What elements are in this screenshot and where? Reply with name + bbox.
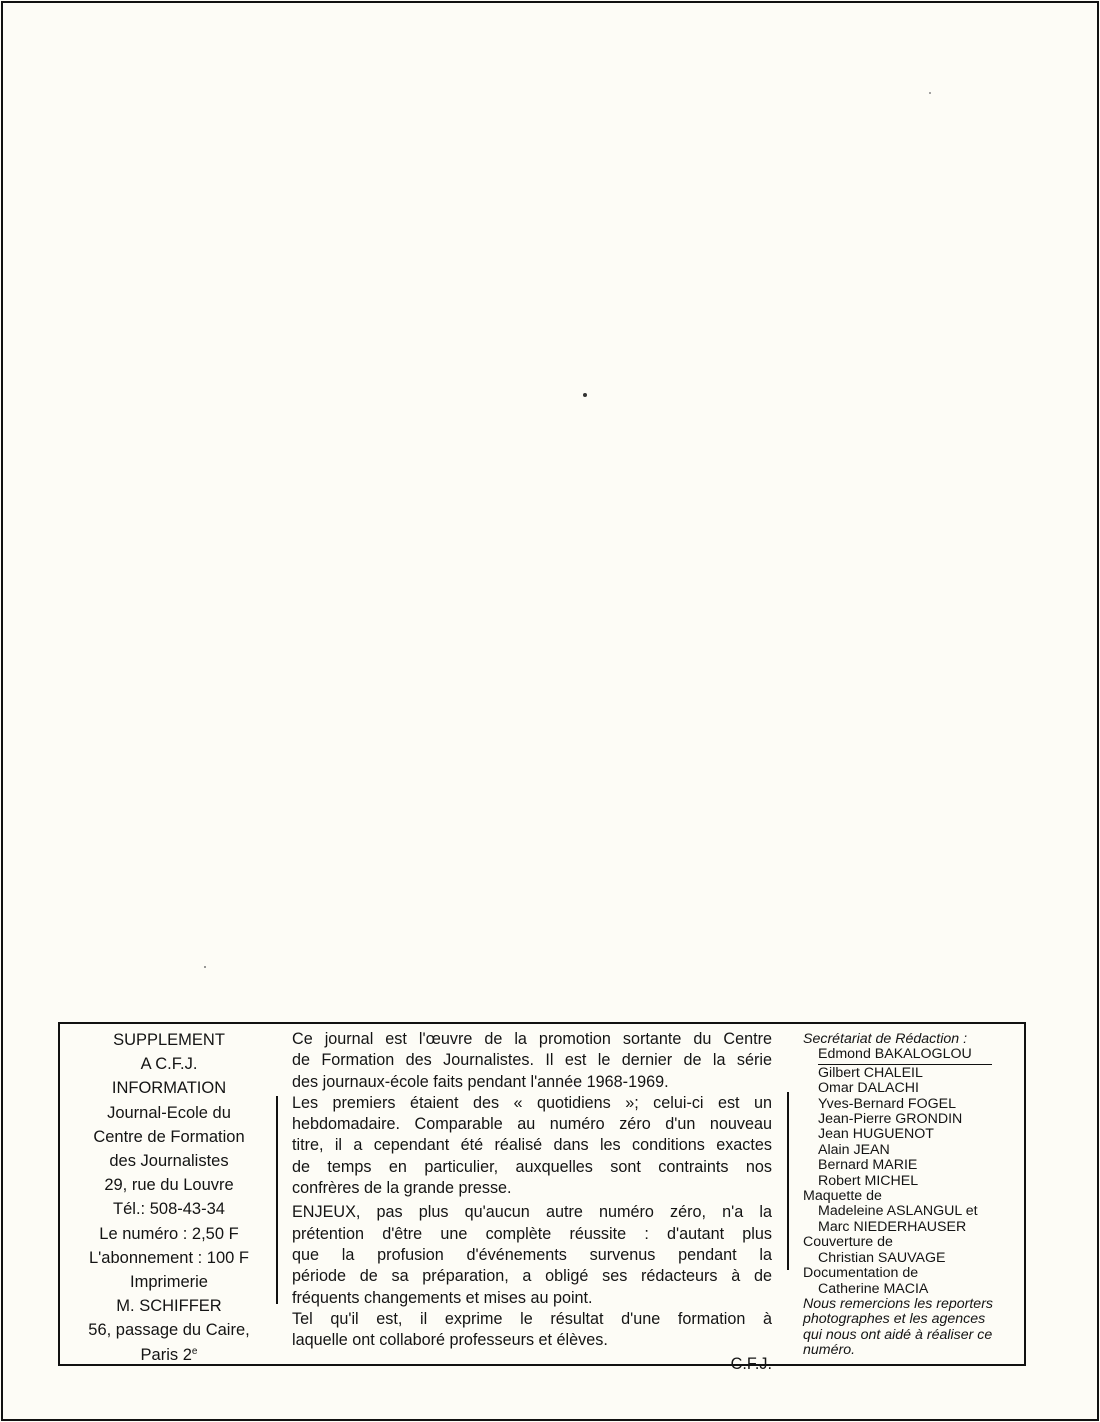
editorial-paragraph-4 bbox=[292, 1309, 772, 1352]
speck bbox=[583, 393, 587, 397]
speck bbox=[204, 966, 206, 968]
editorial-line: que la profusion d'événements survenus pendant la bbox=[292, 1245, 772, 1264]
column-divider-left bbox=[276, 1096, 278, 1304]
editorial-paragraph-2 bbox=[292, 1093, 772, 1199]
staff-name: Yves-Bernard FOGEL bbox=[818, 1095, 956, 1112]
editorial-paragraph-1 bbox=[292, 1029, 772, 1093]
subscription-line: L'abonnement : 100 F bbox=[88, 1248, 249, 1267]
centre-formation-line: Centre de Formation bbox=[93, 1127, 245, 1146]
editorial-line: de Formation des Journalistes. Il est le dernier de la série bbox=[292, 1051, 772, 1070]
thanks-line: qui nous ont aidé à réaliser ce bbox=[803, 1326, 993, 1343]
editorial-line: titre, il a cependant été réalisé dans les conditions exactes bbox=[292, 1136, 772, 1155]
secretariat-name-wrap bbox=[803, 1047, 1025, 1065]
staff-name: Bernard MARIE bbox=[818, 1157, 918, 1174]
couverture-label: Couverture de bbox=[803, 1234, 893, 1251]
staff-name: Jean-Pierre GRONDIN bbox=[818, 1111, 963, 1128]
maquette-name: Madeleine ASLANGUL et bbox=[818, 1203, 978, 1220]
journal-ecole-line: Journal-Ecole du bbox=[107, 1103, 231, 1122]
column-divider-right bbox=[787, 1092, 789, 1270]
editorial-note bbox=[292, 1029, 772, 1376]
thanks-line: Nous remercions les reporters bbox=[803, 1295, 994, 1312]
masthead-box bbox=[58, 1022, 1026, 1374]
staff-name: Gilbert CHALEIL bbox=[818, 1064, 923, 1081]
printer-city bbox=[66, 1343, 272, 1367]
printer-name: M. SCHIFFER bbox=[116, 1297, 222, 1316]
editorial-line: hebdomadaire. Comparable au numéro zéro d'un nouveau bbox=[292, 1115, 772, 1134]
thanks-line: photographes et les agences bbox=[803, 1311, 986, 1328]
journalistes-line: des Journalistes bbox=[109, 1152, 229, 1171]
documentation-name: Catherine MACIA bbox=[818, 1280, 929, 1297]
editorial-line: de temps en particulier, auxquelles sont contraints nos bbox=[292, 1157, 772, 1176]
staff-credits bbox=[803, 1032, 1025, 1359]
editorial-line: prétention d'être une complète réussite : d'autant plus bbox=[292, 1224, 772, 1243]
staff-name: Robert MICHEL bbox=[818, 1172, 919, 1189]
printer-label: Imprimerie bbox=[130, 1273, 208, 1292]
staff-name: Omar DALACHI bbox=[818, 1080, 919, 1097]
editorial-line: période de sa préparation, a obligé ses rédacteurs à de bbox=[292, 1267, 772, 1286]
address-line: 29, rue du Louvre bbox=[104, 1176, 234, 1195]
speck bbox=[929, 92, 931, 94]
thanks-line: numéro. bbox=[803, 1342, 856, 1359]
printer-address: 56, passage du Caire, bbox=[88, 1321, 250, 1340]
publisher-info bbox=[66, 1028, 272, 1367]
editorial-paragraph-3 bbox=[292, 1202, 772, 1308]
price-line: Le numéro : 2,50 F bbox=[99, 1224, 239, 1243]
editorial-line: confrères de la grande presse. bbox=[292, 1179, 512, 1198]
information-label: INFORMATION bbox=[111, 1079, 227, 1098]
documentation-label: Documentation de bbox=[803, 1265, 919, 1282]
printer-city-text: Paris 2 bbox=[140, 1345, 192, 1364]
editorial-line: Tel qu'il est, il exprime le résultat d'une formation à bbox=[292, 1309, 772, 1328]
editorial-line: des journaux-école faits pendant l'année 1968-1969. bbox=[292, 1072, 669, 1091]
secretariat-name: Edmond BAKALOGLOU bbox=[818, 1047, 992, 1064]
editorial-line: Ce journal est l'œuvre de la promotion sortante du Centre bbox=[292, 1030, 772, 1048]
editorial-line: ENJEUX, pas plus qu'aucun autre numéro zéro, n'a la bbox=[292, 1203, 772, 1222]
supplement-label: SUPPLEMENT bbox=[113, 1031, 225, 1049]
secretariat-label: Secrétariat de Rédaction : bbox=[803, 1031, 968, 1047]
editorial-line: fréquents changements et mises au point. bbox=[292, 1288, 593, 1307]
editorial-signature: C.F.J. bbox=[730, 1355, 772, 1374]
maquette-name: Marc NIEDERHAUSER bbox=[818, 1218, 967, 1235]
maquette-label: Maquette de bbox=[803, 1188, 882, 1205]
couverture-name: Christian SAUVAGE bbox=[818, 1249, 946, 1266]
phone-line: Tél.: 508-43-34 bbox=[113, 1200, 225, 1219]
staff-name: Alain JEAN bbox=[818, 1141, 890, 1158]
printer-city-superscript: e bbox=[191, 1345, 198, 1357]
cfj-label: A C.F.J. bbox=[140, 1055, 198, 1074]
staff-name: Jean HUGUENOT bbox=[818, 1126, 934, 1143]
editorial-line: laquelle ont collaboré professeurs et élèves. bbox=[292, 1331, 608, 1350]
editorial-line: Les premiers étaient des « quotidiens »; celui-ci est un bbox=[292, 1093, 772, 1112]
